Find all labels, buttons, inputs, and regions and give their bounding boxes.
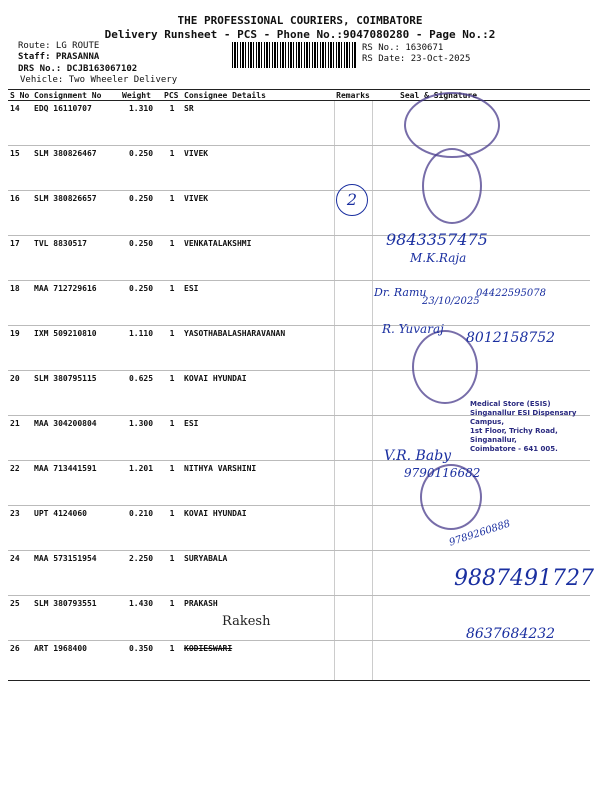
esi-stamp-line: Medical Store (ESIS)	[470, 400, 551, 408]
cell-weight: 0.210	[120, 506, 162, 551]
handwritten-date: 23/10/2025	[422, 296, 480, 307]
cell-pcs: 1	[162, 506, 182, 551]
cell-remarks	[334, 551, 372, 596]
cell-pcs: 1	[162, 596, 182, 641]
table-row	[8, 236, 590, 281]
handwritten-phone: 04422595078	[476, 288, 546, 299]
route-label: Route: LG ROUTE	[18, 41, 100, 51]
company-title: THE PROFESSIONAL COURIERS, COIMBATORE	[177, 14, 423, 27]
table-row	[8, 101, 590, 146]
cell-consignment: SLM 380795115	[32, 371, 120, 416]
cell-pcs: 1	[162, 641, 182, 681]
col-consignee: Consignee Details	[182, 90, 334, 101]
circled-mark: 2	[336, 184, 368, 216]
cell-sno: 14	[8, 101, 32, 146]
cell-sno: 24	[8, 551, 32, 596]
cell-pcs: 1	[162, 281, 182, 326]
handwritten-signature: R. Yuvaraj	[382, 322, 444, 336]
seal-stamp	[422, 148, 482, 224]
col-sno: S No	[8, 90, 32, 101]
esi-stamp-line: Coimbatore - 641 005.	[470, 445, 558, 453]
drs-number: DRS No.: DCJB163067102	[18, 64, 138, 74]
cell-pcs: 1	[162, 371, 182, 416]
col-remarks: Remarks	[334, 90, 372, 101]
cell-weight: 0.625	[120, 371, 162, 416]
barcode	[232, 42, 356, 68]
cell-remarks	[334, 281, 372, 326]
cell-pcs: 1	[162, 461, 182, 506]
cell-consignment: MAA 713441591	[32, 461, 120, 506]
cell-pcs: 1	[162, 146, 182, 191]
handwritten-signature: Dr. Ramu	[374, 286, 427, 299]
cell-sno: 15	[8, 146, 32, 191]
cell-consignment: MAA 712729616	[32, 281, 120, 326]
cell-consignment: TVL 8830517	[32, 236, 120, 281]
cell-consignee: VIVEK	[182, 146, 334, 191]
staff-label: Staff: PRASANNA	[18, 52, 100, 62]
cell-consignment: ART 1968400	[32, 641, 120, 681]
cell-sno: 18	[8, 281, 32, 326]
cell-remarks	[334, 416, 372, 461]
cell-remarks	[334, 461, 372, 506]
cell-remarks	[334, 326, 372, 371]
handwritten-phone: 9790116682	[404, 466, 481, 480]
handwritten-phone: 9887491727	[454, 566, 594, 591]
cell-consignment: MAA 573151954	[32, 551, 120, 596]
handwritten-signature: M.K.Raja	[410, 251, 467, 265]
esi-stamp-line: 1st Floor, Trichy Road, Singanallur,	[470, 427, 558, 444]
col-consignment: Consignment No	[32, 90, 120, 101]
cell-consignment: IXM 509210810	[32, 326, 120, 371]
col-pcs: PCS	[162, 90, 182, 101]
esi-stamp-text	[470, 400, 600, 454]
cell-consignee: KODIESWARI	[182, 641, 334, 681]
cell-seal	[372, 641, 590, 681]
cell-pcs: 1	[162, 236, 182, 281]
cell-weight: 0.250	[120, 236, 162, 281]
cell-weight: 1.110	[120, 326, 162, 371]
cell-consignee: SURYABALA	[182, 551, 334, 596]
cell-sno: 21	[8, 416, 32, 461]
cell-consignee: KOVAI HYUNDAI	[182, 371, 334, 416]
cell-weight: 0.250	[120, 191, 162, 236]
cell-consignment: UPT 4124060	[32, 506, 120, 551]
cell-consignee: YASOTHABALASHARAVANAN	[182, 326, 334, 371]
cell-consignment: EDQ 16110707	[32, 101, 120, 146]
handwritten-correction: Rakesh	[222, 614, 271, 629]
rs-date: RS Date: 23-Oct-2025	[362, 54, 471, 64]
handwritten-signature: V.R. Baby	[384, 448, 452, 464]
table-row	[8, 146, 590, 191]
cell-weight: 1.201	[120, 461, 162, 506]
cell-consignment: MAA 304200804	[32, 416, 120, 461]
handwritten-phone: 8012158752	[466, 330, 556, 346]
runsheet-subtitle: Delivery Runsheet - PCS - Phone No.:9047080280 - Page No.:2	[104, 28, 496, 41]
table-header	[8, 90, 590, 101]
cell-consignee: NITHYA VARSHINI	[182, 461, 334, 506]
cell-seal	[372, 191, 590, 236]
cell-remarks	[334, 641, 372, 681]
cell-sno: 20	[8, 371, 32, 416]
runsheet-table	[8, 89, 590, 681]
table-row	[8, 191, 590, 236]
col-seal: Seal & Signature	[372, 90, 590, 101]
cell-weight: 1.430	[120, 596, 162, 641]
vehicle-label: Vehicle: Two Wheeler Delivery	[20, 75, 178, 85]
cell-consignment: SLM 380826657	[32, 191, 120, 236]
cell-consignee: ESI	[182, 416, 334, 461]
cell-weight: 0.350	[120, 641, 162, 681]
cell-consignee: VIVEK	[182, 191, 334, 236]
cell-weight: 0.250	[120, 146, 162, 191]
cell-consignment: SLM 380793551	[32, 596, 120, 641]
esi-stamp-line: Singanallur ESI Dispensary Campus,	[470, 409, 577, 426]
cell-sno: 26	[8, 641, 32, 681]
cell-pcs: 1	[162, 101, 182, 146]
cell-sno: 17	[8, 236, 32, 281]
cell-pcs: 1	[162, 416, 182, 461]
rs-number: RS No.: 1630671	[362, 43, 444, 53]
cell-consignee: ESI	[182, 281, 334, 326]
handwritten-phone: 9843357475	[386, 230, 488, 249]
cell-remarks	[334, 371, 372, 416]
cell-weight: 2.250	[120, 551, 162, 596]
cell-pcs: 1	[162, 551, 182, 596]
col-weight: Weight	[120, 90, 162, 101]
cell-remarks	[334, 506, 372, 551]
cell-consignee: SR	[182, 101, 334, 146]
cell-sno: 19	[8, 326, 32, 371]
cell-weight: 1.310	[120, 101, 162, 146]
cell-consignee: PRAKASH	[182, 596, 334, 641]
cell-pcs: 1	[162, 191, 182, 236]
cell-weight: 0.250	[120, 281, 162, 326]
cell-pcs: 1	[162, 326, 182, 371]
cell-sno: 22	[8, 461, 32, 506]
table-row	[8, 461, 590, 506]
cell-consignment: SLM 380826467	[32, 146, 120, 191]
cell-sno: 16	[8, 191, 32, 236]
handwritten-phone: 8637684232	[466, 626, 556, 642]
cell-consignee: KOVAI HYUNDAI	[182, 506, 334, 551]
cell-remarks	[334, 596, 372, 641]
cell-remarks	[334, 101, 372, 146]
cell-weight: 1.300	[120, 416, 162, 461]
cell-sno: 25	[8, 596, 32, 641]
cell-consignee: VENKATALAKSHMI	[182, 236, 334, 281]
table-row	[8, 641, 590, 681]
handwritten-phone: 9789260888	[447, 518, 512, 549]
cell-remarks	[334, 236, 372, 281]
cell-sno: 23	[8, 506, 32, 551]
